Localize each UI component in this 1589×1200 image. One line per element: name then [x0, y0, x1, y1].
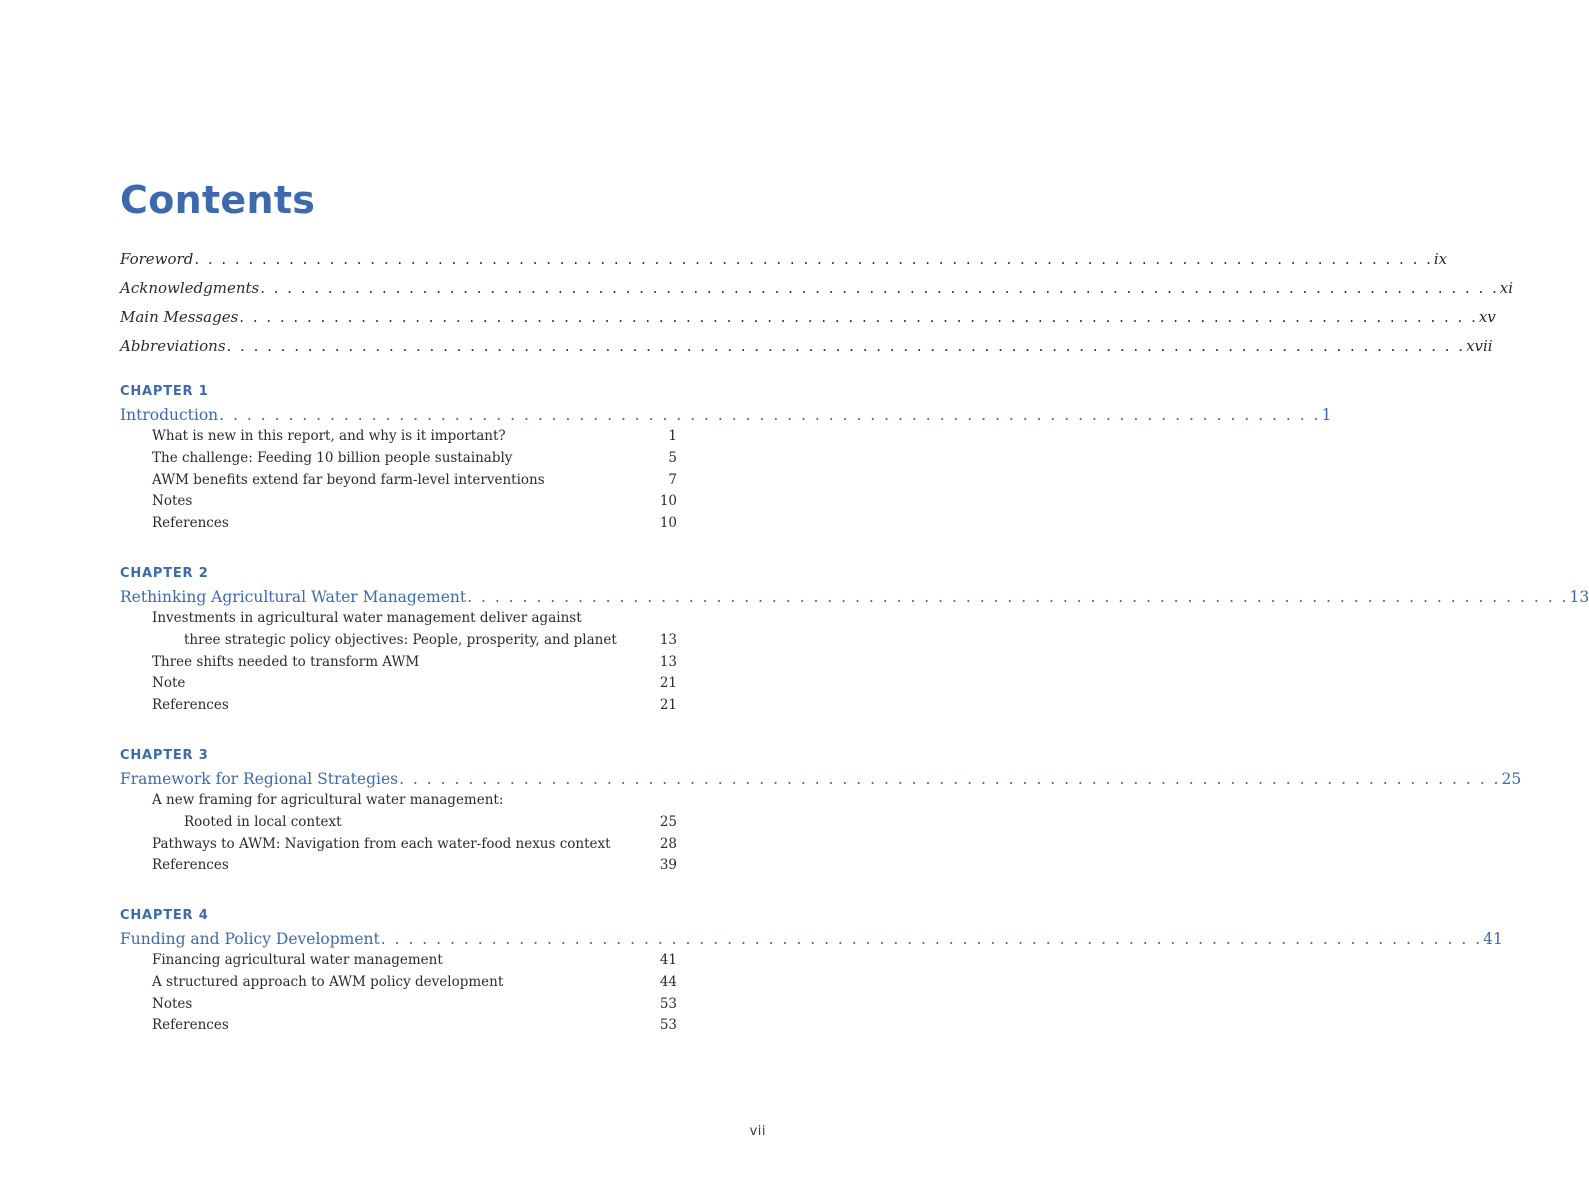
- section-page: 21: [659, 675, 677, 692]
- chapter-title: Funding and Policy Development: [120, 930, 380, 948]
- section-title: three strategic policy objectives: People, prosperity, and planet: [184, 631, 617, 648]
- section-title: Financing agricultural water management: [152, 952, 443, 968]
- section-page: 53: [659, 995, 677, 1012]
- page-number: vii: [749, 1124, 766, 1139]
- section-title: Pathways to AWM: Navigation from each water-food nexus context: [152, 835, 611, 852]
- page-title: Contents: [120, 178, 316, 222]
- section-title: Note: [152, 675, 186, 692]
- section-title: What is new in this report, and why is it important?: [152, 428, 506, 444]
- section-entry[interactable]: [120, 426, 677, 448]
- chapter-label: CHAPTER 4: [120, 908, 209, 923]
- toc-entry-abbreviations[interactable]: [120, 332, 1493, 361]
- section-entry[interactable]: [120, 673, 677, 695]
- section-title: AWM benefits extend far beyond farm-level interventions: [152, 471, 545, 488]
- chapter-title-link[interactable]: [120, 768, 1522, 790]
- chapter-title: Framework for Regional Strategies: [120, 770, 399, 788]
- chapter-page: 1: [1321, 406, 1332, 424]
- section-page: 7: [668, 471, 677, 488]
- section-page: 39: [659, 857, 677, 874]
- section-entry[interactable]: [120, 513, 677, 535]
- dot-leader: . . . . . . . . . . . . . . . . . . . . . . . . . . . . . . . . . . . . . . . . . . . . . . . . . . . . . . . . . . . . . . . . . . . . . . . . . . . . . . . .: [399, 770, 1501, 788]
- section-entry[interactable]: [120, 470, 677, 492]
- chapter-title: Introduction: [120, 406, 219, 424]
- section-entry[interactable]: [120, 972, 677, 994]
- toc-entry-page: ix: [1433, 250, 1448, 268]
- section-title: A new framing for agricultural water management:: [152, 792, 504, 808]
- toc-entry-page: xi: [1499, 279, 1514, 297]
- section-entry[interactable]: [120, 950, 677, 972]
- section-title: The challenge: Feeding 10 billion people sustainably: [152, 449, 513, 466]
- section-title: Three shifts needed to transform AWM: [152, 653, 420, 670]
- section-page: 10: [659, 515, 677, 532]
- dot-leader: . . . . . . . . . . . . . . . . . . . . . . . . . . . . . . . . . . . . . . . . . . . . . . . . . . . . . . . . . . . . . . . . . . . . . . . . . . . . . . . . . . . . . . . . . . . .: [260, 279, 1499, 297]
- section-page: 41: [659, 952, 677, 968]
- chapter-3: [120, 746, 1522, 877]
- chapter-label: CHAPTER 2: [120, 566, 209, 581]
- section-title: References: [152, 697, 229, 714]
- toc-entry-label: Abbreviations: [120, 337, 226, 355]
- dot-leader: . . . . . . . . . . . . . . . . . . . . . . . . . . . . . . . . . . . . . . . . . . . . . . . . . . . . . . . . . . . . . . . . . . . . . . . . . . . . . . . .: [467, 588, 1569, 606]
- chapter-label: CHAPTER 3: [120, 748, 209, 763]
- chapter-page: 41: [1483, 930, 1503, 948]
- dot-leader: . . . . . . . . . . . . . . . . . . . . . . . . . . . . . . . . . . . . . . . . . . . . . . . . . . . . . . . . . . . . . . . . . . . . . . . . . . . . . . . . . . . . . . . . . . . .: [226, 337, 1466, 355]
- chapter-page: 25: [1501, 770, 1522, 788]
- front-matter-list: [120, 245, 1514, 361]
- chapter-title-link[interactable]: [120, 404, 1332, 426]
- section-entry-continuation[interactable]: [120, 812, 677, 834]
- toc-entry-acknowledgments[interactable]: [120, 274, 1514, 303]
- section-title: Notes: [152, 995, 193, 1012]
- section-entry[interactable]: [120, 652, 677, 674]
- section-page: 13: [659, 653, 677, 670]
- toc-entry-page: xvii: [1466, 337, 1493, 355]
- toc-entry-label: Acknowledgments: [120, 279, 260, 297]
- toc-entry-foreword[interactable]: [120, 245, 1448, 274]
- section-entry[interactable]: [120, 491, 677, 513]
- toc-entry-label: Main Messages: [120, 308, 239, 326]
- chapter-2: [120, 564, 1589, 717]
- chapter-title-link[interactable]: [120, 928, 1503, 950]
- section-page: 21: [659, 697, 677, 714]
- section-page: 10: [659, 493, 677, 510]
- section-page: 44: [659, 973, 677, 990]
- section-title: Notes: [152, 493, 193, 510]
- section-entry[interactable]: [120, 448, 677, 470]
- section-title: Investments in agricultural water management deliver against: [152, 610, 582, 626]
- chapter-1: [120, 382, 1332, 535]
- section-title: A structured approach to AWM policy development: [152, 973, 504, 990]
- section-title: References: [152, 1017, 229, 1034]
- section-page: 1: [668, 428, 677, 444]
- section-entry[interactable]: [120, 994, 677, 1016]
- section-entry[interactable]: [120, 1015, 677, 1037]
- dot-leader: . . . . . . . . . . . . . . . . . . . . . . . . . . . . . . . . . . . . . . . . . . . . . . . . . . . . . . . . . . . . . . . . . . . . . . . . . . . . . . . . . . . . . . . . . . . .: [194, 250, 1433, 268]
- section-page: 53: [659, 1017, 677, 1034]
- section-page: 28: [659, 835, 677, 852]
- chapter-title: Rethinking Agricultural Water Management: [120, 588, 467, 606]
- section-entry[interactable]: [120, 855, 677, 877]
- section-page: 5: [668, 449, 677, 466]
- section-title: References: [152, 515, 229, 532]
- chapter-title-link[interactable]: [120, 586, 1589, 608]
- chapter-4: [120, 906, 1503, 1037]
- toc-entry-main-messages[interactable]: [120, 303, 1496, 332]
- section-entry-continuation[interactable]: [120, 630, 677, 652]
- section-entry[interactable]: [120, 608, 677, 630]
- section-entry[interactable]: [120, 695, 677, 717]
- section-page: 25: [659, 813, 677, 830]
- chapter-page: 13: [1569, 588, 1589, 606]
- dot-leader: . . . . . . . . . . . . . . . . . . . . . . . . . . . . . . . . . . . . . . . . . . . . . . . . . . . . . . . . . . . . . . . . . . . . . . . . . . . . . . . . . . . . . . . . . . . .: [239, 308, 1478, 326]
- chapter-label: CHAPTER 1: [120, 384, 209, 399]
- toc-entry-page: xv: [1478, 308, 1496, 326]
- section-title: Rooted in local context: [184, 813, 342, 830]
- section-title: References: [152, 857, 229, 874]
- section-entry[interactable]: [120, 790, 677, 812]
- section-entry[interactable]: [120, 834, 677, 856]
- toc-entry-label: Foreword: [120, 250, 194, 268]
- section-page: 13: [659, 631, 677, 648]
- dot-leader: . . . . . . . . . . . . . . . . . . . . . . . . . . . . . . . . . . . . . . . . . . . . . . . . . . . . . . . . . . . . . . . . . . . . . . . . . . . . . . . .: [380, 930, 1483, 948]
- dot-leader: . . . . . . . . . . . . . . . . . . . . . . . . . . . . . . . . . . . . . . . . . . . . . . . . . . . . . . . . . . . . . . . . . . . . . . . . . . . . . . . .: [219, 406, 1321, 424]
